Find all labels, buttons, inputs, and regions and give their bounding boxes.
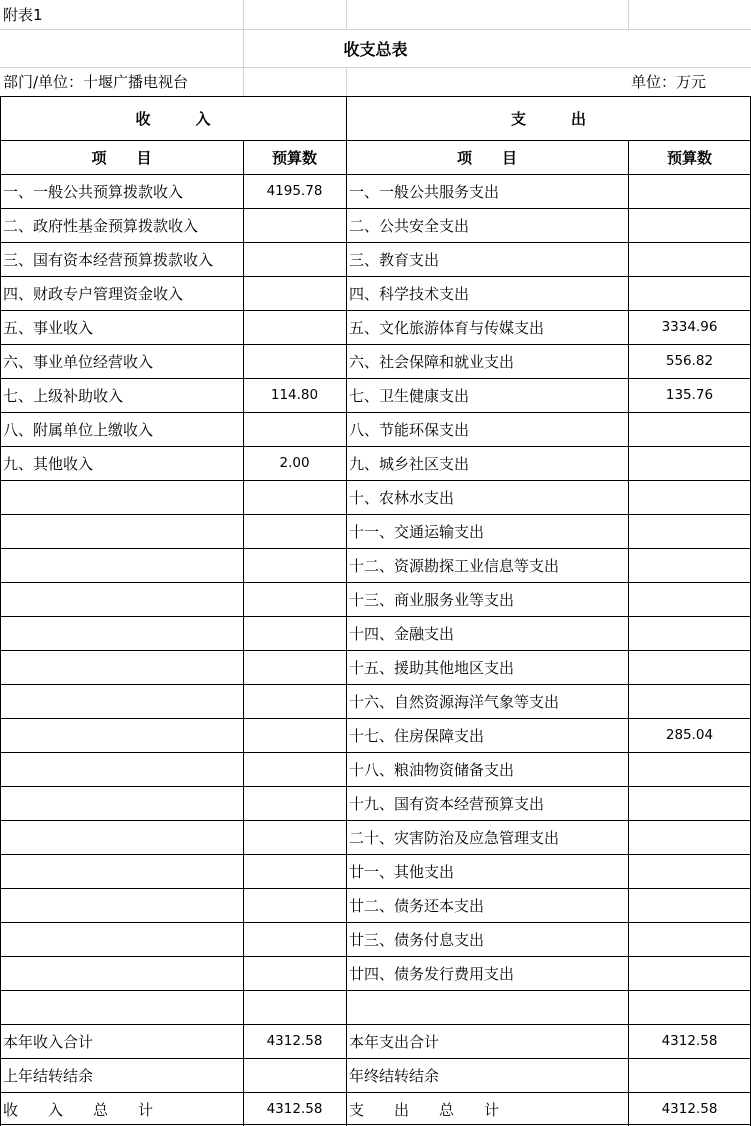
column-border: [243, 1092, 244, 1126]
column-border: [628, 480, 629, 514]
expense-item-name: 十二、资源勘探工业信息等支出: [349, 556, 560, 575]
column-border: [0, 922, 1, 956]
income-item-name: 二、政府性基金预算拨款收入: [3, 216, 199, 235]
column-border: [0, 1024, 1, 1058]
column-border: [0, 242, 1, 276]
expense-item-value: 285.04: [665, 727, 714, 743]
column-border: [628, 684, 629, 718]
column-border: [346, 786, 347, 820]
column-border: [346, 922, 347, 956]
column-border: [628, 922, 629, 956]
column-border: [346, 990, 347, 1024]
expense-item-name: 十六、自然资源海洋气象等支出: [349, 692, 560, 711]
column-border: [0, 208, 1, 242]
row-border: [0, 990, 751, 991]
column-border: [0, 990, 1, 1024]
expense-item-name: 八、节能环保支出: [349, 420, 470, 439]
column-border: [243, 616, 244, 650]
expense-total-value: 4312.58: [661, 1101, 718, 1117]
expense-item-value: [628, 752, 751, 786]
income-item-value: [243, 344, 346, 378]
column-border: [628, 718, 629, 752]
income-item-value: [243, 412, 346, 446]
expense-item-name: 二、公共安全支出: [349, 216, 470, 235]
column-border: [243, 1058, 244, 1092]
income-item-name: 四、财政专户管理资金收入: [3, 284, 184, 303]
column-border: [628, 242, 629, 276]
column-border: [243, 446, 244, 480]
column-border: [0, 1092, 1, 1126]
expense-item-value: [628, 412, 751, 446]
column-border: [0, 956, 1, 990]
income-item-name: 八、附属单位上缴收入: [3, 420, 154, 439]
column-border: [243, 1024, 244, 1058]
grid-line: [346, 68, 347, 95]
column-border: [628, 888, 629, 922]
income-total-label: 上年结转结余: [3, 1066, 94, 1085]
expense-item-name: 二十、灾害防治及应急管理支出: [349, 828, 560, 847]
income-item-value: 114.80: [270, 387, 319, 403]
grid-line: [243, 0, 244, 96]
column-border: [346, 684, 347, 718]
column-border: [243, 310, 244, 344]
column-border: [628, 854, 629, 888]
income-total-value: [243, 1058, 346, 1092]
column-border: [346, 718, 347, 752]
expense-item-value: [628, 888, 751, 922]
column-border: [628, 786, 629, 820]
income-item-header: 项 目: [91, 148, 152, 167]
column-border: [628, 956, 629, 990]
column-border: [346, 1092, 347, 1126]
column-border: [243, 752, 244, 786]
income-item-value: [243, 208, 346, 242]
expense-item-name: 廿三、债务付息支出: [349, 930, 485, 949]
column-border: [0, 582, 1, 616]
column-border: [243, 174, 244, 208]
column-border: [346, 310, 347, 344]
column-border: [628, 820, 629, 854]
column-border: [346, 174, 347, 208]
column-border: [346, 956, 347, 990]
column-border: [346, 650, 347, 684]
column-border: [243, 956, 244, 990]
expense-item-name: 廿一、其他支出: [349, 862, 455, 881]
page-title: 收支总表: [343, 40, 408, 59]
column-border: [0, 752, 1, 786]
expense-item-value: [628, 786, 751, 820]
column-border: [243, 344, 244, 378]
column-border: [243, 242, 244, 276]
column-border: [0, 174, 1, 208]
column-border: [346, 1058, 347, 1092]
expense-item-value: [628, 242, 751, 276]
expense-total-value: [628, 1058, 751, 1092]
column-border: [346, 378, 347, 412]
column-border: [346, 344, 347, 378]
expense-item-name: 九、城乡社区支出: [349, 454, 470, 473]
expense-item-value: [628, 548, 751, 582]
column-border: [628, 174, 629, 208]
income-item-name: 九、其他收入: [3, 454, 94, 473]
income-budget-header: 预算数: [271, 148, 317, 167]
column-border: [0, 1058, 1, 1092]
expense-item-name: 七、卫生健康支出: [349, 386, 470, 405]
column-border: [346, 616, 347, 650]
column-border: [243, 276, 244, 310]
expense-item-name: 三、教育支出: [349, 250, 440, 269]
income-item-name: 一、一般公共预算拨款收入: [3, 182, 184, 201]
column-border: [0, 718, 1, 752]
grid-line: [346, 0, 347, 29]
expense-item-value: [628, 956, 751, 990]
income-total-label: 本年收入合计: [3, 1032, 94, 1051]
column-border: [0, 96, 1, 140]
expense-item-name: 十五、援助其他地区支出: [349, 658, 515, 677]
column-border: [628, 990, 629, 1024]
column-border: [243, 922, 244, 956]
column-border: [243, 208, 244, 242]
column-border: [0, 276, 1, 310]
column-border: [0, 344, 1, 378]
column-border: [628, 548, 629, 582]
column-border: [628, 344, 629, 378]
column-border: [346, 412, 347, 446]
expense-item-name: 十、农林水支出: [349, 488, 455, 507]
column-border: [346, 96, 347, 140]
column-border: [243, 820, 244, 854]
column-border: [346, 582, 347, 616]
expense-item-name: 十三、商业服务业等支出: [349, 590, 515, 609]
column-border: [0, 412, 1, 446]
expense-item-name: 六、社会保障和就业支出: [349, 352, 515, 371]
column-border: [346, 888, 347, 922]
column-border: [243, 582, 244, 616]
unit-label: 单位：万元: [631, 73, 707, 91]
grid-line: [628, 0, 629, 29]
column-border: [346, 446, 347, 480]
grid-line: [0, 29, 751, 30]
expense-item-value: 135.76: [665, 387, 714, 403]
expense-item-name: 廿四、债务发行费用支出: [349, 964, 515, 983]
column-border: [346, 514, 347, 548]
expense-item-name: 一、一般公共服务支出: [349, 182, 500, 201]
expense-item-value: [628, 480, 751, 514]
column-border: [0, 820, 1, 854]
expense-item-name: 十七、住房保障支出: [349, 726, 485, 745]
expense-item-value: [628, 208, 751, 242]
expense-item-name: 十八、粮油物资储备支出: [349, 760, 515, 779]
income-item-value: 4195.78: [266, 183, 323, 199]
column-border: [628, 616, 629, 650]
expense-item-header: 项 目: [456, 148, 517, 167]
column-border: [243, 854, 244, 888]
column-border: [243, 650, 244, 684]
expense-item-value: [628, 854, 751, 888]
income-item-name: 七、上级补助收入: [3, 386, 124, 405]
column-border: [0, 650, 1, 684]
column-border: [0, 378, 1, 412]
column-border: [628, 582, 629, 616]
expense-total-label: 年终结转结余: [349, 1066, 440, 1085]
column-border: [243, 990, 244, 1024]
column-border: [243, 548, 244, 582]
expense-item-value: [628, 650, 751, 684]
expense-item-value: [628, 582, 751, 616]
column-border: [0, 854, 1, 888]
column-border: [243, 140, 244, 174]
column-border: [628, 650, 629, 684]
income-item-value: 2.00: [279, 455, 310, 471]
expense-total-label: 支 出 总 计: [349, 1100, 500, 1119]
expense-item-name: 十一、交通运输支出: [349, 522, 485, 541]
income-total-value: 4312.58: [266, 1033, 323, 1049]
column-border: [628, 1058, 629, 1092]
column-border: [346, 752, 347, 786]
income-total-label: 收 入 总 计: [3, 1100, 154, 1119]
column-border: [0, 786, 1, 820]
expense-item-name: 十九、国有资本经营预算支出: [349, 794, 545, 813]
income-total-value: 4312.58: [266, 1101, 323, 1117]
expense-item-name: 十四、金融支出: [349, 624, 455, 643]
expense-item-value: [628, 174, 751, 208]
column-border: [346, 140, 347, 174]
column-border: [243, 786, 244, 820]
column-border: [628, 752, 629, 786]
column-border: [0, 684, 1, 718]
column-border: [0, 446, 1, 480]
column-border: [0, 310, 1, 344]
income-item-name: 三、国有资本经营预算拨款收入: [3, 250, 214, 269]
column-border: [628, 412, 629, 446]
column-border: [0, 514, 1, 548]
expense-item-value: 556.82: [665, 353, 714, 369]
expense-item-name: 四、科学技术支出: [349, 284, 470, 303]
column-border: [346, 480, 347, 514]
column-border: [346, 208, 347, 242]
expense-budget-header: 预算数: [666, 148, 712, 167]
expense-item-value: 3334.96: [661, 319, 718, 335]
expense-item-value: [628, 514, 751, 548]
expense-item-value: [628, 684, 751, 718]
column-border: [628, 378, 629, 412]
column-border: [243, 684, 244, 718]
column-border: [243, 514, 244, 548]
column-border: [243, 412, 244, 446]
grid-line: [0, 67, 751, 68]
expense-total-label: 本年支出合计: [349, 1032, 440, 1051]
expense-item-value: [628, 276, 751, 310]
column-border: [628, 310, 629, 344]
column-border: [0, 480, 1, 514]
column-border: [628, 276, 629, 310]
income-header: 收 入: [135, 109, 211, 128]
column-border: [628, 514, 629, 548]
expense-item-name: 廿二、债务还本支出: [349, 896, 485, 915]
column-border: [628, 1024, 629, 1058]
column-border: [346, 854, 347, 888]
column-border: [628, 1092, 629, 1126]
column-border: [0, 140, 1, 174]
income-item-name: 六、事业单位经营收入: [3, 352, 154, 371]
department-label: 部门/单位：十堰广播电视台: [3, 73, 189, 91]
column-border: [243, 718, 244, 752]
income-item-value: [243, 242, 346, 276]
column-border: [243, 378, 244, 412]
expense-item-value: [628, 820, 751, 854]
column-border: [346, 276, 347, 310]
appendix-label: 附表1: [3, 6, 43, 24]
column-border: [0, 616, 1, 650]
expense-item-value: [628, 446, 751, 480]
expense-item-value: [628, 616, 751, 650]
expense-item-name: 五、文化旅游体育与传媒支出: [349, 318, 545, 337]
expense-total-value: 4312.58: [661, 1033, 718, 1049]
income-item-value: [243, 276, 346, 310]
column-border: [346, 1024, 347, 1058]
column-border: [243, 480, 244, 514]
column-border: [346, 242, 347, 276]
expense-header: 支 出: [510, 109, 586, 128]
column-border: [346, 548, 347, 582]
column-border: [628, 208, 629, 242]
column-border: [628, 446, 629, 480]
column-border: [0, 888, 1, 922]
column-border: [346, 820, 347, 854]
income-item-name: 五、事业收入: [3, 318, 94, 337]
column-border: [0, 548, 1, 582]
column-border: [628, 140, 629, 174]
income-item-value: [243, 310, 346, 344]
expense-item-value: [628, 922, 751, 956]
column-border: [243, 888, 244, 922]
